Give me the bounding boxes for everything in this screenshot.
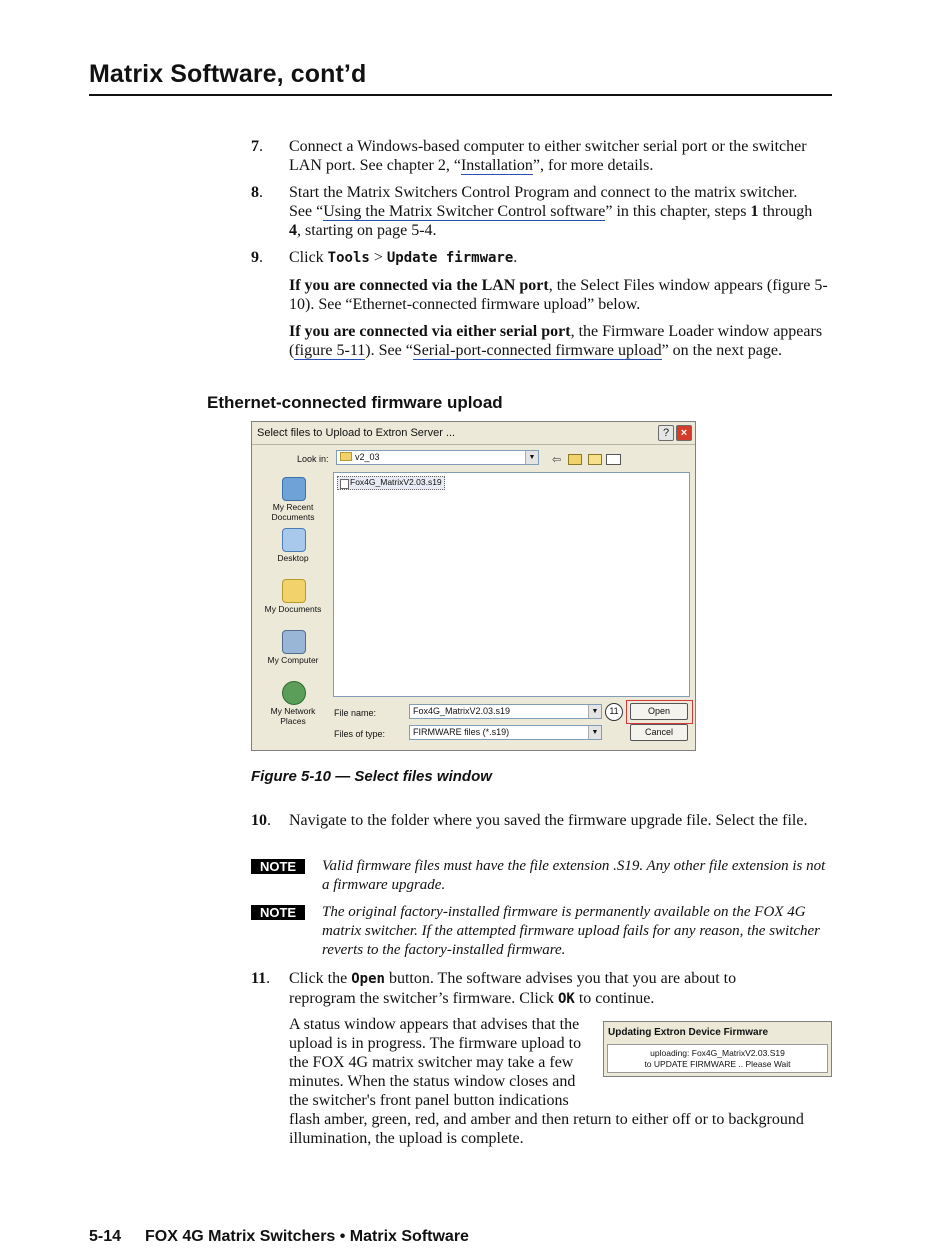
file-type-value: FIRMWARE files (*.s19) bbox=[413, 727, 510, 737]
step-text: . bbox=[513, 249, 518, 266]
status-paragraph: A status window appears that advises that the upload is in progress. The firmware upload to the FOX 4G matrix switcher may take a few minutes. When the status window closes and the switcher's front panel button indications flash amber, green, red, and amber and then return to either off or to background illumination, the upload is complete. bbox=[289, 1016, 804, 1147]
step-ref: 1 bbox=[750, 203, 759, 220]
step-9: 9. Click Tools > Update firmware. bbox=[251, 249, 518, 266]
note-text: The original factory-installed firmware is permanently available on the FOX 4G matrix switcher. If the attempted firmware upload fails for any reason, the switcher reverts to the factory-installed firmware. bbox=[322, 904, 821, 958]
file-icon bbox=[340, 479, 349, 489]
new-folder-icon[interactable] bbox=[588, 454, 602, 465]
close-icon[interactable]: × bbox=[676, 425, 692, 441]
chevron-down-icon[interactable]: ▼ bbox=[588, 726, 601, 739]
folder-icon bbox=[340, 452, 352, 461]
open-button[interactable]: Open bbox=[630, 703, 688, 720]
help-icon[interactable]: ? bbox=[658, 425, 674, 441]
lan-paragraph bbox=[289, 276, 834, 314]
figure-5-11-link[interactable]: figure 5-11 bbox=[294, 342, 366, 359]
status-line-1: uploading: Fox4G_MatrixV2.03.S19 bbox=[650, 1048, 785, 1058]
step-text: ” in this chapter, steps bbox=[605, 203, 751, 220]
select-files-dialog bbox=[251, 421, 696, 751]
file-item[interactable] bbox=[337, 476, 445, 490]
step-number: 10 bbox=[251, 812, 267, 829]
cancel-button[interactable]: Cancel bbox=[630, 724, 688, 741]
status-window-title: Updating Extron Device Firmware bbox=[608, 1027, 769, 1038]
step-11: 11. Click the Open button. The software advises you that you are about to reprogram the switcher’s firmware. Click OK to continue. bbox=[251, 970, 737, 1007]
step-ref: 4 bbox=[289, 222, 297, 239]
menu-separator: > bbox=[369, 249, 387, 266]
lan-text: , the Select Files window appears (figure 5-10). See “Ethernet-connected firmware upload” below. bbox=[289, 277, 828, 313]
file-item-name: Fox4G_MatrixV2.03.s19 bbox=[350, 477, 442, 487]
step-text: button. The software advises you that you are about to reprogram the switcher’s firmware. Click bbox=[289, 970, 737, 1007]
step-number: 8 bbox=[251, 184, 259, 201]
title-rule bbox=[89, 94, 832, 96]
control-software-link[interactable]: Using the Matrix Switcher Control software bbox=[323, 203, 606, 220]
note-text: Valid firmware files must have the file extension .S19. Any other file extension is not a firmware upgrade. bbox=[322, 858, 826, 893]
look-in-label: Look in: bbox=[297, 454, 329, 464]
status-window bbox=[603, 1021, 832, 1077]
place-my-computer[interactable]: My Computer bbox=[267, 655, 319, 665]
place-my-documents[interactable]: My Documents bbox=[264, 604, 322, 614]
step-text: Navigate to the folder where you saved the firmware upgrade file. Select the file. bbox=[289, 812, 808, 829]
recent-documents-icon[interactable] bbox=[282, 477, 306, 501]
installation-link[interactable]: Installation bbox=[460, 157, 533, 174]
step-number: 9 bbox=[251, 249, 259, 266]
chevron-down-icon[interactable]: ▼ bbox=[588, 705, 601, 718]
file-name-label: File name: bbox=[334, 708, 377, 718]
my-computer-icon[interactable] bbox=[282, 630, 306, 654]
serial-text: ). See “ bbox=[365, 342, 413, 359]
step-text: to continue. bbox=[574, 990, 655, 1007]
callout-number: 11 bbox=[605, 703, 623, 721]
dialog-titlebar bbox=[252, 422, 695, 445]
menu-update-firmware: Update firmware bbox=[386, 250, 514, 266]
desktop-icon[interactable] bbox=[282, 528, 306, 552]
back-icon[interactable]: ⇦ bbox=[552, 454, 562, 466]
step-7: 7. Connect a Windows-based computer to either switcher serial port or the switcher LAN port. See chapter 2, “Installation”, for more details. bbox=[251, 138, 807, 174]
file-type-label: Files of type: bbox=[334, 729, 386, 739]
file-name-input[interactable] bbox=[409, 704, 602, 719]
ok-ref: OK bbox=[557, 991, 575, 1007]
lan-lead: If you are connected via the LAN port bbox=[289, 277, 549, 294]
file-list[interactable] bbox=[333, 472, 690, 697]
step-text: , starting on page 5-4. bbox=[297, 222, 437, 239]
page-number: 5-14 bbox=[89, 1228, 122, 1245]
network-places-icon[interactable] bbox=[282, 681, 306, 705]
file-type-select[interactable] bbox=[409, 725, 602, 740]
look-in-value: v2_03 bbox=[355, 452, 380, 462]
file-name-value: Fox4G_MatrixV2.03.s19 bbox=[413, 706, 511, 716]
my-documents-icon[interactable] bbox=[282, 579, 306, 603]
serial-text: , the Firmware Loader window appears ( bbox=[289, 323, 823, 359]
place-desktop[interactable]: Desktop bbox=[277, 553, 309, 563]
step-text: Start the Matrix Switchers Control Program and connect to the matrix switcher. See “ bbox=[289, 184, 798, 220]
serial-text: ” on the next page. bbox=[661, 342, 782, 359]
serial-upload-link[interactable]: Serial-port-connected firmware upload bbox=[412, 342, 662, 359]
place-network[interactable]: My Network Places bbox=[270, 706, 316, 726]
step-10: 10. Navigate to the folder where you saved the firmware upgrade file. Select the file. bbox=[251, 811, 834, 851]
open-ref: Open bbox=[351, 971, 385, 987]
dialog-title: Select files to Upload to Extron Server ... bbox=[257, 427, 456, 439]
step-text: ”, for more details. bbox=[532, 157, 654, 174]
serial-lead: If you are connected via either serial port bbox=[289, 323, 571, 340]
page-title: Matrix Software, cont’d bbox=[89, 60, 367, 88]
look-in-combo[interactable] bbox=[336, 450, 539, 465]
menu-tools: Tools bbox=[327, 250, 370, 266]
status-window-body bbox=[607, 1044, 828, 1073]
section-heading: Ethernet-connected firmware upload bbox=[207, 393, 503, 412]
footer-text: FOX 4G Matrix Switchers • Matrix Software bbox=[145, 1228, 469, 1245]
step-text: Connect a Windows-based computer to either switcher serial port or the switcher LAN port. See chapter 2, “ bbox=[289, 138, 807, 174]
note-badge: NOTE bbox=[251, 859, 305, 874]
view-menu-icon[interactable] bbox=[606, 454, 621, 465]
step-text: through bbox=[758, 203, 813, 220]
figure-caption: Figure 5-10 — Select files window bbox=[251, 768, 492, 785]
place-recent[interactable]: My Recent Documents bbox=[271, 502, 315, 522]
page-footer bbox=[89, 1228, 469, 1246]
step-number: 7 bbox=[251, 138, 259, 155]
chevron-down-icon[interactable]: ▼ bbox=[525, 451, 538, 464]
step-text: Click the bbox=[289, 970, 352, 987]
note-badge: NOTE bbox=[251, 905, 305, 920]
step-number: 11 bbox=[251, 970, 267, 987]
up-folder-icon[interactable] bbox=[568, 454, 582, 465]
serial-paragraph bbox=[289, 322, 834, 360]
status-line-2: to UPDATE FIRMWARE .. Please Wait bbox=[644, 1059, 791, 1069]
step-text: Click bbox=[289, 249, 328, 266]
step-8: 8. Start the Matrix Switchers Control Program and connect to the matrix switcher. See “Using the Matrix Switcher Control software” in this chapter, steps 1 through 4, starting on page 5-4. bbox=[251, 184, 813, 239]
